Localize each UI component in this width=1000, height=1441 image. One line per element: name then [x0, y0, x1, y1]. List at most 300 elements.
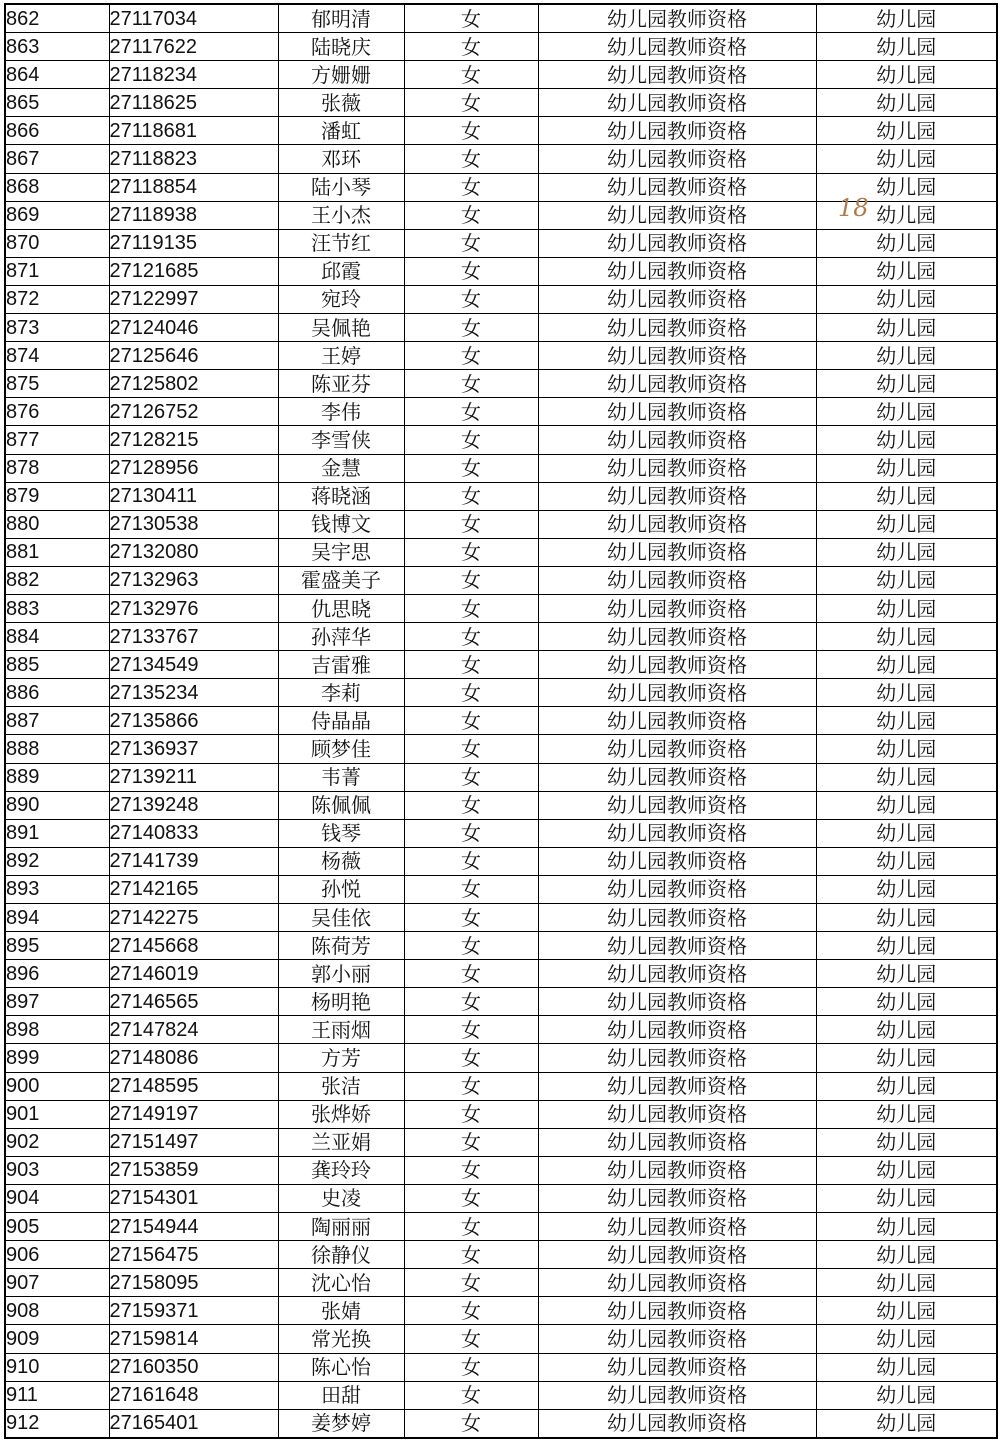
qualification-cell: 幼儿园教师资格: [538, 538, 816, 566]
school-level-cell: 幼儿园: [816, 1128, 997, 1156]
table-row: [5, 904, 997, 932]
candidate-id-cell: 27154944: [109, 1213, 278, 1241]
name-cell: 龚玲玲: [278, 1156, 404, 1184]
serial-number-cell: 870: [5, 229, 109, 257]
school-level-cell: 幼儿园: [816, 623, 997, 651]
serial-number-cell: 906: [5, 1241, 109, 1269]
gender-cell: 女: [404, 1213, 538, 1241]
name-cell: 姜梦婷: [278, 1409, 404, 1438]
serial-number-cell: 862: [5, 4, 109, 33]
school-level-cell: 幼儿园: [816, 566, 997, 594]
qualification-cell: 幼儿园教师资格: [538, 257, 816, 285]
gender-cell: 女: [404, 1128, 538, 1156]
serial-number-cell: 897: [5, 988, 109, 1016]
serial-number-cell: 890: [5, 791, 109, 819]
candidate-id-cell: 27135866: [109, 707, 278, 735]
candidate-id-cell: 27158095: [109, 1269, 278, 1297]
serial-number-cell: 881: [5, 538, 109, 566]
candidate-id-cell: 27118938: [109, 201, 278, 229]
gender-cell: 女: [404, 145, 538, 173]
school-level-cell: 幼儿园: [816, 538, 997, 566]
name-cell: 吴佳依: [278, 904, 404, 932]
table-row: [5, 370, 997, 398]
name-cell: 史凌: [278, 1184, 404, 1212]
name-cell: 张洁: [278, 1072, 404, 1100]
gender-cell: 女: [404, 173, 538, 201]
gender-cell: 女: [404, 1325, 538, 1353]
qualification-cell: 幼儿园教师资格: [538, 33, 816, 61]
table-row: [5, 510, 997, 538]
school-level-cell: 幼儿园: [816, 819, 997, 847]
serial-number-cell: 867: [5, 145, 109, 173]
qualification-cell: 幼儿园教师资格: [538, 173, 816, 201]
qualification-cell: 幼儿园教师资格: [538, 1325, 816, 1353]
serial-number-cell: 863: [5, 33, 109, 61]
name-cell: 金慧: [278, 454, 404, 482]
gender-cell: 女: [404, 988, 538, 1016]
gender-cell: 女: [404, 342, 538, 370]
table-row: [5, 707, 997, 735]
school-level-cell: 幼儿园: [816, 1269, 997, 1297]
school-level-cell: 幼儿园: [816, 847, 997, 875]
serial-number-cell: 874: [5, 342, 109, 370]
table-row: [5, 960, 997, 988]
name-cell: 邱霞: [278, 257, 404, 285]
candidate-id-cell: 27121685: [109, 257, 278, 285]
gender-cell: 女: [404, 482, 538, 510]
school-level-cell: 幼儿园: [816, 229, 997, 257]
table-row: [5, 819, 997, 847]
table-row: [5, 1353, 997, 1381]
school-level-cell: 幼儿园: [816, 33, 997, 61]
gender-cell: 女: [404, 875, 538, 903]
gender-cell: 女: [404, 1269, 538, 1297]
name-cell: 沈心怡: [278, 1269, 404, 1297]
qualification-cell: 幼儿园教师资格: [538, 1156, 816, 1184]
candidate-id-cell: 27151497: [109, 1128, 278, 1156]
qualification-cell: 幼儿园教师资格: [538, 285, 816, 313]
name-cell: 钱琴: [278, 819, 404, 847]
gender-cell: 女: [404, 1016, 538, 1044]
name-cell: 仇思晓: [278, 594, 404, 622]
school-level-cell: 幼儿园: [816, 285, 997, 313]
qualification-cell: 幼儿园教师资格: [538, 679, 816, 707]
table-row: [5, 1016, 997, 1044]
gender-cell: 女: [404, 651, 538, 679]
qualification-cell: 幼儿园教师资格: [538, 1213, 816, 1241]
school-level-cell: 幼儿园: [816, 1381, 997, 1409]
serial-number-cell: 866: [5, 117, 109, 145]
table-row: [5, 61, 997, 89]
candidate-id-cell: 27118823: [109, 145, 278, 173]
table-row: [5, 454, 997, 482]
table-row: [5, 763, 997, 791]
table-row: [5, 1184, 997, 1212]
gender-cell: 女: [404, 679, 538, 707]
candidate-id-cell: 27146019: [109, 960, 278, 988]
school-level-cell: 幼儿园: [816, 398, 997, 426]
name-cell: 钱博文: [278, 510, 404, 538]
school-level-cell: 幼儿园: [816, 735, 997, 763]
school-level-cell: 幼儿园: [816, 988, 997, 1016]
school-level-cell: 幼儿园: [816, 257, 997, 285]
school-level-cell: 幼儿园: [816, 1100, 997, 1128]
table-row: [5, 651, 997, 679]
serial-number-cell: 875: [5, 370, 109, 398]
table-row: [5, 1072, 997, 1100]
qualification-cell: 幼儿园教师资格: [538, 1269, 816, 1297]
gender-cell: 女: [404, 763, 538, 791]
school-level-cell: 幼儿园: [816, 1072, 997, 1100]
school-level-cell: 幼儿园: [816, 707, 997, 735]
serial-number-cell: 887: [5, 707, 109, 735]
name-cell: 张烨娇: [278, 1100, 404, 1128]
candidate-id-cell: 27146565: [109, 988, 278, 1016]
serial-number-cell: 872: [5, 285, 109, 313]
candidate-id-cell: 27118234: [109, 61, 278, 89]
gender-cell: 女: [404, 932, 538, 960]
name-cell: 邓环: [278, 145, 404, 173]
table-row: [5, 426, 997, 454]
candidate-id-cell: 27125646: [109, 342, 278, 370]
table-row: [5, 1325, 997, 1353]
gender-cell: 女: [404, 426, 538, 454]
gender-cell: 女: [404, 904, 538, 932]
name-cell: 韦菁: [278, 763, 404, 791]
school-level-cell: 幼儿园: [816, 1297, 997, 1325]
serial-number-cell: 864: [5, 61, 109, 89]
qualification-cell: 幼儿园教师资格: [538, 201, 816, 229]
candidate-id-cell: 27122997: [109, 285, 278, 313]
gender-cell: 女: [404, 819, 538, 847]
gender-cell: 女: [404, 314, 538, 342]
name-cell: 陈心怡: [278, 1353, 404, 1381]
serial-number-cell: 905: [5, 1213, 109, 1241]
serial-number-cell: 878: [5, 454, 109, 482]
candidate-id-cell: 27142165: [109, 875, 278, 903]
gender-cell: 女: [404, 510, 538, 538]
page-number-mark: 18: [838, 194, 869, 222]
school-level-cell: 幼儿园: [816, 482, 997, 510]
table-row: [5, 847, 997, 875]
qualification-cell: 幼儿园教师资格: [538, 117, 816, 145]
gender-cell: 女: [404, 1297, 538, 1325]
gender-cell: 女: [404, 707, 538, 735]
name-cell: 陶丽丽: [278, 1213, 404, 1241]
school-level-cell: 幼儿园: [816, 1016, 997, 1044]
name-cell: 陈佩佩: [278, 791, 404, 819]
candidate-id-cell: 27149197: [109, 1100, 278, 1128]
gender-cell: 女: [404, 623, 538, 651]
serial-number-cell: 893: [5, 875, 109, 903]
candidate-id-cell: 27128956: [109, 454, 278, 482]
qualification-cell: 幼儿园教师资格: [538, 847, 816, 875]
school-level-cell: 幼儿园: [816, 1156, 997, 1184]
gender-cell: 女: [404, 594, 538, 622]
gender-cell: 女: [404, 454, 538, 482]
table-row: [5, 679, 997, 707]
table-row: [5, 1269, 997, 1297]
qualification-cell: 幼儿园教师资格: [538, 875, 816, 903]
name-cell: 陈荷芳: [278, 932, 404, 960]
serial-number-cell: 873: [5, 314, 109, 342]
candidate-id-cell: 27159371: [109, 1297, 278, 1325]
serial-number-cell: 895: [5, 932, 109, 960]
candidate-id-cell: 27159814: [109, 1325, 278, 1353]
gender-cell: 女: [404, 538, 538, 566]
school-level-cell: 幼儿园: [816, 370, 997, 398]
school-level-cell: 幼儿园: [816, 679, 997, 707]
name-cell: 陆晓庆: [278, 33, 404, 61]
qualification-cell: 幼儿园教师资格: [538, 594, 816, 622]
name-cell: 宛玲: [278, 285, 404, 313]
gender-cell: 女: [404, 61, 538, 89]
serial-number-cell: 877: [5, 426, 109, 454]
serial-number-cell: 876: [5, 398, 109, 426]
candidate-id-cell: 27124046: [109, 314, 278, 342]
qualification-cell: 幼儿园教师资格: [538, 932, 816, 960]
candidate-id-cell: 27148086: [109, 1044, 278, 1072]
serial-number-cell: 900: [5, 1072, 109, 1100]
serial-number-cell: 907: [5, 1269, 109, 1297]
table-row: [5, 791, 997, 819]
table-row: [5, 594, 997, 622]
qualification-cell: 幼儿园教师资格: [538, 342, 816, 370]
serial-number-cell: 884: [5, 623, 109, 651]
serial-number-cell: 869: [5, 201, 109, 229]
table-row: [5, 229, 997, 257]
candidate-id-cell: 27160350: [109, 1353, 278, 1381]
table-row: [5, 482, 997, 510]
candidate-id-cell: 27141739: [109, 847, 278, 875]
qualification-cell: 幼儿园教师资格: [538, 89, 816, 117]
qualification-cell: 幼儿园教师资格: [538, 960, 816, 988]
table-row: [5, 988, 997, 1016]
school-level-cell: 幼儿园: [816, 1325, 997, 1353]
serial-number-cell: 871: [5, 257, 109, 285]
serial-number-cell: 894: [5, 904, 109, 932]
gender-cell: 女: [404, 960, 538, 988]
qualification-cell: 幼儿园教师资格: [538, 819, 816, 847]
name-cell: 吴宇思: [278, 538, 404, 566]
name-cell: 蒋晓涵: [278, 482, 404, 510]
name-cell: 郁明清: [278, 4, 404, 33]
school-level-cell: 幼儿园: [816, 89, 997, 117]
school-level-cell: 幼儿园: [816, 426, 997, 454]
school-level-cell: 幼儿园: [816, 1353, 997, 1381]
school-level-cell: 幼儿园: [816, 594, 997, 622]
gender-cell: 女: [404, 566, 538, 594]
qualification-cell: 幼儿园教师资格: [538, 1128, 816, 1156]
serial-number-cell: 904: [5, 1184, 109, 1212]
serial-number-cell: 865: [5, 89, 109, 117]
serial-number-cell: 912: [5, 1409, 109, 1438]
table-row: [5, 342, 997, 370]
candidate-id-cell: 27148595: [109, 1072, 278, 1100]
serial-number-cell: 910: [5, 1353, 109, 1381]
school-level-cell: 幼儿园: [816, 314, 997, 342]
name-cell: 田甜: [278, 1381, 404, 1409]
table-row: [5, 1156, 997, 1184]
gender-cell: 女: [404, 1156, 538, 1184]
serial-number-cell: 901: [5, 1100, 109, 1128]
qualification-cell: 幼儿园教师资格: [538, 482, 816, 510]
candidate-id-cell: 27118854: [109, 173, 278, 201]
gender-cell: 女: [404, 1409, 538, 1438]
qualification-cell: 幼儿园教师资格: [538, 314, 816, 342]
table-row: [5, 89, 997, 117]
candidate-id-cell: 27118625: [109, 89, 278, 117]
serial-number-cell: 889: [5, 763, 109, 791]
gender-cell: 女: [404, 33, 538, 61]
serial-number-cell: 882: [5, 566, 109, 594]
name-cell: 李莉: [278, 679, 404, 707]
name-cell: 潘虹: [278, 117, 404, 145]
gender-cell: 女: [404, 847, 538, 875]
name-cell: 李伟: [278, 398, 404, 426]
candidate-id-cell: 27139211: [109, 763, 278, 791]
serial-number-cell: 879: [5, 482, 109, 510]
qualification-cell: 幼儿园教师资格: [538, 1184, 816, 1212]
gender-cell: 女: [404, 117, 538, 145]
candidate-id-cell: 27117034: [109, 4, 278, 33]
qualification-cell: 幼儿园教师资格: [538, 1241, 816, 1269]
qualification-cell: 幼儿园教师资格: [538, 763, 816, 791]
school-level-cell: 幼儿园: [816, 960, 997, 988]
table-row: [5, 538, 997, 566]
candidate-id-cell: 27156475: [109, 1241, 278, 1269]
name-cell: 郭小丽: [278, 960, 404, 988]
name-cell: 王小杰: [278, 201, 404, 229]
school-level-cell: 幼儿园: [816, 173, 997, 201]
candidate-id-cell: 27128215: [109, 426, 278, 454]
name-cell: 杨明艳: [278, 988, 404, 1016]
gender-cell: 女: [404, 201, 538, 229]
candidate-id-cell: 27133767: [109, 623, 278, 651]
qualification-cell: 幼儿园教师资格: [538, 229, 816, 257]
serial-number-cell: 892: [5, 847, 109, 875]
gender-cell: 女: [404, 1044, 538, 1072]
qualification-cell: 幼儿园教师资格: [538, 651, 816, 679]
candidate-id-cell: 27165401: [109, 1409, 278, 1438]
school-level-cell: 幼儿园: [816, 117, 997, 145]
qualification-cell: 幼儿园教师资格: [538, 1409, 816, 1438]
serial-number-cell: 888: [5, 735, 109, 763]
name-cell: 方姗姗: [278, 61, 404, 89]
qualification-cell: 幼儿园教师资格: [538, 1100, 816, 1128]
table-row: [5, 285, 997, 313]
gender-cell: 女: [404, 1100, 538, 1128]
table-row: [5, 1044, 997, 1072]
name-cell: 王雨烟: [278, 1016, 404, 1044]
gender-cell: 女: [404, 791, 538, 819]
qualification-cell: 幼儿园教师资格: [538, 426, 816, 454]
table-row: [5, 1381, 997, 1409]
name-cell: 孙悦: [278, 875, 404, 903]
qualification-cell: 幼儿园教师资格: [538, 510, 816, 538]
table-row: [5, 623, 997, 651]
gender-cell: 女: [404, 285, 538, 313]
name-cell: 常光换: [278, 1325, 404, 1353]
school-level-cell: 幼儿园: [816, 1044, 997, 1072]
candidate-id-cell: 27154301: [109, 1184, 278, 1212]
name-cell: 顾梦佳: [278, 735, 404, 763]
qualification-cell: 幼儿园教师资格: [538, 707, 816, 735]
candidate-id-cell: 27117622: [109, 33, 278, 61]
name-cell: 方芳: [278, 1044, 404, 1072]
qualification-cell: 幼儿园教师资格: [538, 370, 816, 398]
qualification-cell: 幼儿园教师资格: [538, 988, 816, 1016]
gender-cell: 女: [404, 1072, 538, 1100]
candidate-id-cell: 27126752: [109, 398, 278, 426]
serial-number-cell: 868: [5, 173, 109, 201]
name-cell: 汪节红: [278, 229, 404, 257]
qualification-cell: 幼儿园教师资格: [538, 1297, 816, 1325]
gender-cell: 女: [404, 735, 538, 763]
table-row: [5, 1241, 997, 1269]
qualification-cell: 幼儿园教师资格: [538, 1016, 816, 1044]
name-cell: 张婧: [278, 1297, 404, 1325]
candidate-id-cell: 27119135: [109, 229, 278, 257]
school-level-cell: 幼儿园: [816, 61, 997, 89]
serial-number-cell: 909: [5, 1325, 109, 1353]
school-level-cell: 幼儿园: [816, 1409, 997, 1438]
serial-number-cell: 880: [5, 510, 109, 538]
gender-cell: 女: [404, 1381, 538, 1409]
school-level-cell: 幼儿园: [816, 651, 997, 679]
candidate-id-cell: 27132963: [109, 566, 278, 594]
qualification-cell: 幼儿园教师资格: [538, 623, 816, 651]
gender-cell: 女: [404, 1184, 538, 1212]
gender-cell: 女: [404, 257, 538, 285]
serial-number-cell: 902: [5, 1128, 109, 1156]
candidate-id-cell: 27145668: [109, 932, 278, 960]
school-level-cell: 幼儿园: [816, 1184, 997, 1212]
school-level-cell: 幼儿园: [816, 1241, 997, 1269]
qualification-cell: 幼儿园教师资格: [538, 1353, 816, 1381]
name-cell: 杨薇: [278, 847, 404, 875]
school-level-cell: 幼儿园: [816, 4, 997, 33]
candidate-id-cell: 27147824: [109, 1016, 278, 1044]
gender-cell: 女: [404, 4, 538, 33]
serial-number-cell: 891: [5, 819, 109, 847]
gender-cell: 女: [404, 370, 538, 398]
name-cell: 王婷: [278, 342, 404, 370]
table-row: [5, 1100, 997, 1128]
candidate-id-cell: 27140833: [109, 819, 278, 847]
table-row: [5, 314, 997, 342]
name-cell: 孙萍华: [278, 623, 404, 651]
table-row: [5, 1297, 997, 1325]
name-cell: 吉雷雅: [278, 651, 404, 679]
qualification-cell: 幼儿园教师资格: [538, 398, 816, 426]
name-cell: 陆小琴: [278, 173, 404, 201]
school-level-cell: 幼儿园: [816, 510, 997, 538]
qualification-cell: 幼儿园教师资格: [538, 1381, 816, 1409]
school-level-cell: 幼儿园: [816, 454, 997, 482]
serial-number-cell: 896: [5, 960, 109, 988]
gender-cell: 女: [404, 1353, 538, 1381]
gender-cell: 女: [404, 1241, 538, 1269]
serial-number-cell: 908: [5, 1297, 109, 1325]
school-level-cell: 幼儿园: [816, 932, 997, 960]
school-level-cell: 幼儿园: [816, 875, 997, 903]
school-level-cell: 幼儿园: [816, 145, 997, 173]
qualification-cell: 幼儿园教师资格: [538, 566, 816, 594]
school-level-cell: 幼儿园: [816, 342, 997, 370]
name-cell: 兰亚娟: [278, 1128, 404, 1156]
name-cell: 陈亚芬: [278, 370, 404, 398]
